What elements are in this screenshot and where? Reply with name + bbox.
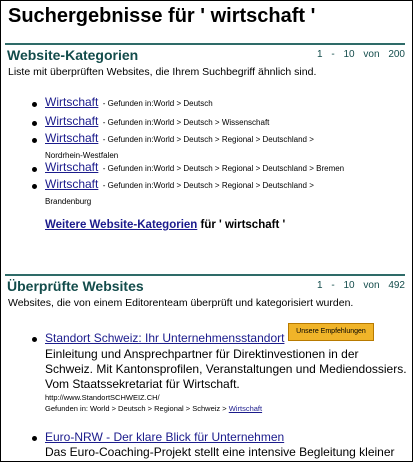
more-categories — [45, 219, 285, 231]
categories-header — [5, 43, 405, 65]
website-url: http://www.StandortSCHWEIZ.CH/ — [45, 393, 160, 402]
website-title-row — [45, 430, 284, 444]
website-link[interactable]: Standort Schweiz: Ihr Unternehmensstandort — [45, 331, 285, 345]
websites-range: 1 - 10 von 492 — [317, 280, 405, 291]
bullet — [32, 102, 37, 107]
found-in-text: - Gefunden in:World > Deutsch > Regional > Deutschland > — [102, 135, 314, 144]
website-description: Einleitung und Ansprechpartner für Direktinvestionen in der Schweiz. Mit Kantonsprofilen, Veranstaltungen und Mediendossiers. Vom Staatssekretariat für Wirtschaft. — [45, 347, 407, 391]
found-in-text: - Gefunden in:World > Deutsch > Regional > Deutschland > Bremen — [102, 164, 345, 173]
more-categories-suffix: für ' wirtschaft ' — [200, 219, 286, 231]
category-link-wirtschaft[interactable]: Wirtschaft — [45, 131, 99, 145]
found-in-text: - Gefunden in:World > Deutsch > Wissenschaft — [102, 118, 270, 127]
found-in-text-cont: Nordrhein-Westfalen — [45, 151, 119, 160]
website-found-in: Gefunden in: World > Deutsch > Regional > Schweiz > Wirtschaft — [45, 404, 263, 413]
categories-title: Website-Kategorien — [7, 47, 139, 63]
bullet — [32, 138, 37, 143]
categories-description: Liste mit überprüften Websites, die Ihrem Suchbegriff ähnlich sind. — [8, 66, 317, 78]
recommendation-badge: Unsere Empfehlungen — [288, 323, 374, 341]
category-item — [45, 177, 314, 209]
found-in-text: - Gefunden in:World > Deutsch — [102, 99, 213, 108]
bullet — [32, 167, 37, 172]
website-title-row — [45, 331, 284, 345]
category-item — [45, 114, 269, 130]
website-link[interactable]: Euro-NRW - Der klare Blick für Unternehmen — [45, 430, 285, 444]
found-in-text: - Gefunden in:World > Deutsch > Regional > Deutschland > — [102, 181, 314, 190]
category-link-wirtschaft[interactable]: Wirtschaft — [45, 160, 99, 174]
websites-title: Überprüfte Websites — [7, 278, 144, 294]
category-link-wirtschaft[interactable]: Wirtschaft — [45, 95, 99, 109]
category-item — [45, 160, 344, 176]
websites-description: Websites, die von einem Editorenteam überprüft und kategorisiert wurden. — [8, 297, 354, 309]
categories-range: 1 - 10 von 200 — [317, 49, 405, 60]
websites-header — [5, 274, 405, 296]
bullet — [32, 184, 37, 189]
bullet — [32, 436, 37, 441]
category-item — [45, 131, 314, 163]
category-link-wirtschaft[interactable]: Wirtschaft — [45, 177, 99, 191]
category-item — [45, 95, 213, 111]
found-in-text-cont: Brandenburg — [45, 197, 92, 206]
bullet — [32, 337, 37, 342]
page-title: Suchergebnisse für ' wirtschaft ' — [8, 5, 316, 27]
bullet — [32, 121, 37, 126]
category-link-wirtschaft[interactable]: Wirtschaft — [45, 114, 99, 128]
more-categories-link[interactable]: Weitere Website-Kategorien — [45, 219, 198, 231]
website-description: Das Euro-Coaching-Projekt stellt eine intensive Begleitung kleiner — [45, 445, 395, 459]
found-in-link-wirtschaft[interactable]: Wirtschaft — [228, 404, 263, 413]
